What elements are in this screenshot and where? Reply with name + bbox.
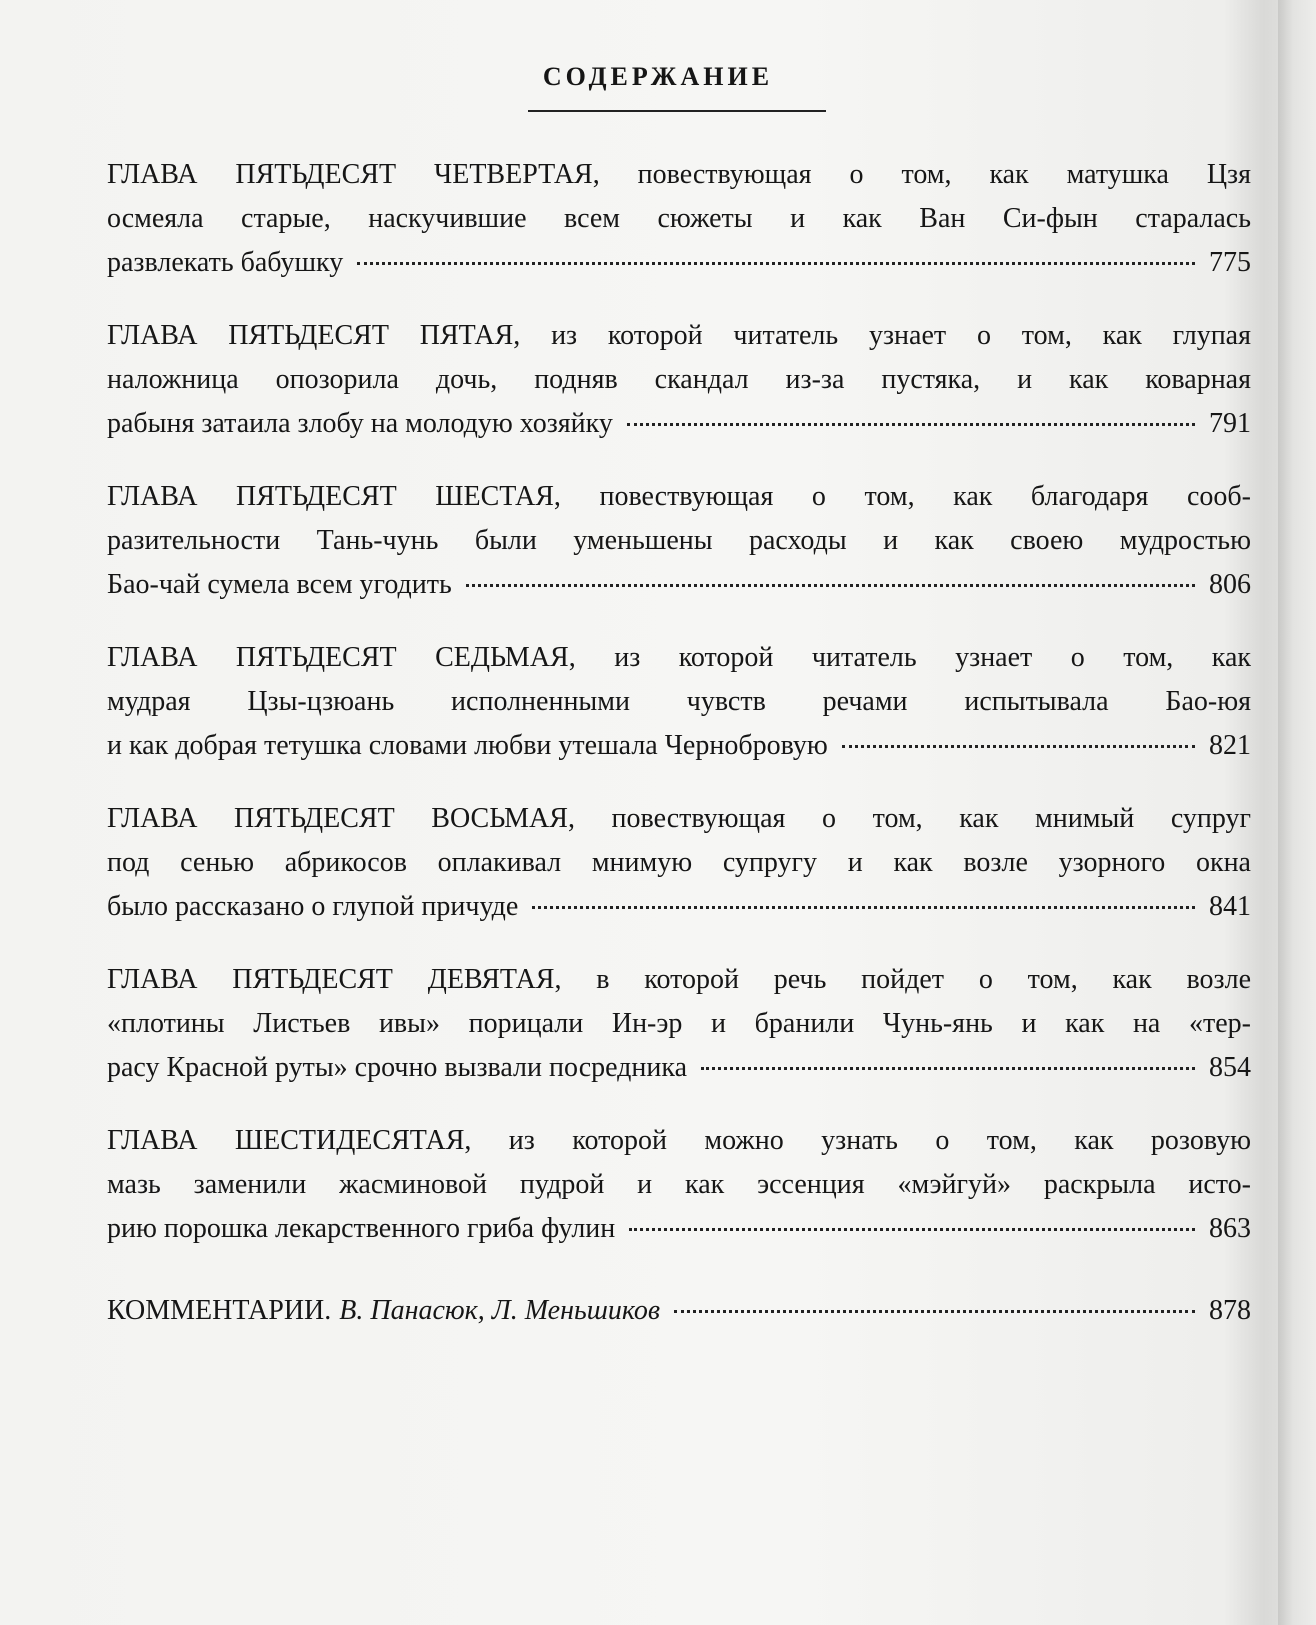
dot-leader — [466, 584, 1195, 587]
entry-last-line — [107, 885, 1251, 929]
dot-leader — [357, 262, 1195, 265]
page-number: 854 — [1209, 1052, 1251, 1083]
entry-last-line — [107, 724, 1251, 768]
entry-line-2: под сенью абрикосов оплакивал мнимую супругу и как возле узорного окна — [107, 847, 1251, 878]
dot-leader — [701, 1067, 1195, 1070]
page-number: 775 — [1209, 247, 1251, 278]
entry-line-1: ГЛАВА ПЯТЬДЕСЯТ СЕДЬМАЯ, из которой читатель узнает о том, как — [107, 642, 1251, 673]
entry-line-1: ГЛАВА ПЯТЬДЕСЯТ ПЯТАЯ, из которой читатель узнает о том, как глупая — [107, 320, 1251, 351]
entry-line-1: ГЛАВА ПЯТЬДЕСЯТ ВОСЬМАЯ, повествующая о том, как мнимый супруг — [107, 803, 1251, 834]
page-number: 841 — [1209, 891, 1251, 922]
page-number: 806 — [1209, 569, 1251, 600]
dot-leader — [627, 423, 1195, 426]
entry-line-3: развлекать бабушку — [107, 247, 344, 278]
dot-leader — [629, 1228, 1195, 1231]
page-edge-shadow — [1278, 0, 1316, 1625]
comments-authors: В. Панасюк, Л. Меньшиков — [339, 1295, 661, 1326]
entry-line-2: наложница опозорила дочь, подняв скандал из-за пустяка, и как коварная — [107, 364, 1251, 395]
entry-line-1: ГЛАВА ШЕСТИДЕСЯТАЯ, из которой можно узнать о том, как розовую — [107, 1125, 1251, 1156]
entry-line-3: рию порошка лекарственного гриба фулин — [107, 1213, 616, 1244]
entry-line-2: осмеяла старые, наскучившие всем сюжеты и как Ван Си-фын старалась — [107, 203, 1251, 234]
toc-entry-chapter-58 — [107, 797, 1251, 929]
entry-last-line — [107, 1046, 1251, 1090]
toc-entry-chapter-56 — [107, 475, 1251, 607]
entry-line-1: ГЛАВА ПЯТЬДЕСЯТ ЧЕТВЕРТАЯ, повествующая о том, как матушка Цзя — [107, 159, 1251, 190]
entry-line-2: мазь заменили жасминовой пудрой и как эссенция «мэйгуй» раскрыла исто- — [107, 1169, 1251, 1200]
contents-heading: СОДЕРЖАНИЕ — [542, 62, 774, 91]
dot-leader — [842, 745, 1195, 748]
entry-line-3: было рассказано о глупой причуде — [107, 891, 519, 922]
entry-last-line — [107, 563, 1251, 607]
entry-line-2: мудрая Цзы-цзюань исполненными чувств речами испытывала Бао-юя — [107, 686, 1251, 717]
toc-entry-chapter-60 — [107, 1119, 1251, 1251]
page-number: 821 — [1209, 730, 1251, 761]
dot-leader — [674, 1310, 1195, 1313]
entry-last-line — [107, 1289, 1251, 1333]
entry-line-2: «плотины Листьев ивы» порицали Ин-эр и бранили Чунь-янь и как на «тер- — [107, 1008, 1251, 1039]
entry-last-line — [107, 402, 1251, 446]
comments-label: КОММЕНТАРИИ. — [107, 1295, 332, 1326]
heading-underline — [528, 110, 826, 112]
entry-last-line — [107, 241, 1251, 285]
entry-line-3: рабыня затаила злобу на молодую хозяйку — [107, 408, 613, 439]
entry-line-3: расу Красной руты» срочно вызвали посредника — [107, 1052, 688, 1083]
entry-last-line — [107, 1207, 1251, 1251]
page-number: 791 — [1209, 408, 1251, 439]
toc-entry-chapter-57 — [107, 636, 1251, 768]
entry-line-3: и как добрая тетушка словами любви утешала Чернобровую — [107, 730, 828, 761]
entry-line-2: разительности Тань-чунь были уменьшены расходы и как своею мудростью — [107, 525, 1251, 556]
toc-entry-comments — [107, 1289, 1251, 1333]
entry-line-1: ГЛАВА ПЯТЬДЕСЯТ ШЕСТАЯ, повествующая о том, как благодаря сооб- — [107, 481, 1251, 512]
entry-line-3: Бао-чай сумела всем угодить — [107, 569, 452, 600]
page-number: 878 — [1209, 1295, 1251, 1326]
table-of-contents — [107, 153, 1251, 1362]
toc-entry-chapter-55 — [107, 314, 1251, 446]
entry-line-1: ГЛАВА ПЯТЬДЕСЯТ ДЕВЯТАЯ, в которой речь пойдет о том, как возле — [107, 964, 1251, 995]
dot-leader — [532, 906, 1195, 909]
toc-entry-chapter-54 — [107, 153, 1251, 285]
page-number: 863 — [1209, 1213, 1251, 1244]
toc-entry-chapter-59 — [107, 958, 1251, 1090]
